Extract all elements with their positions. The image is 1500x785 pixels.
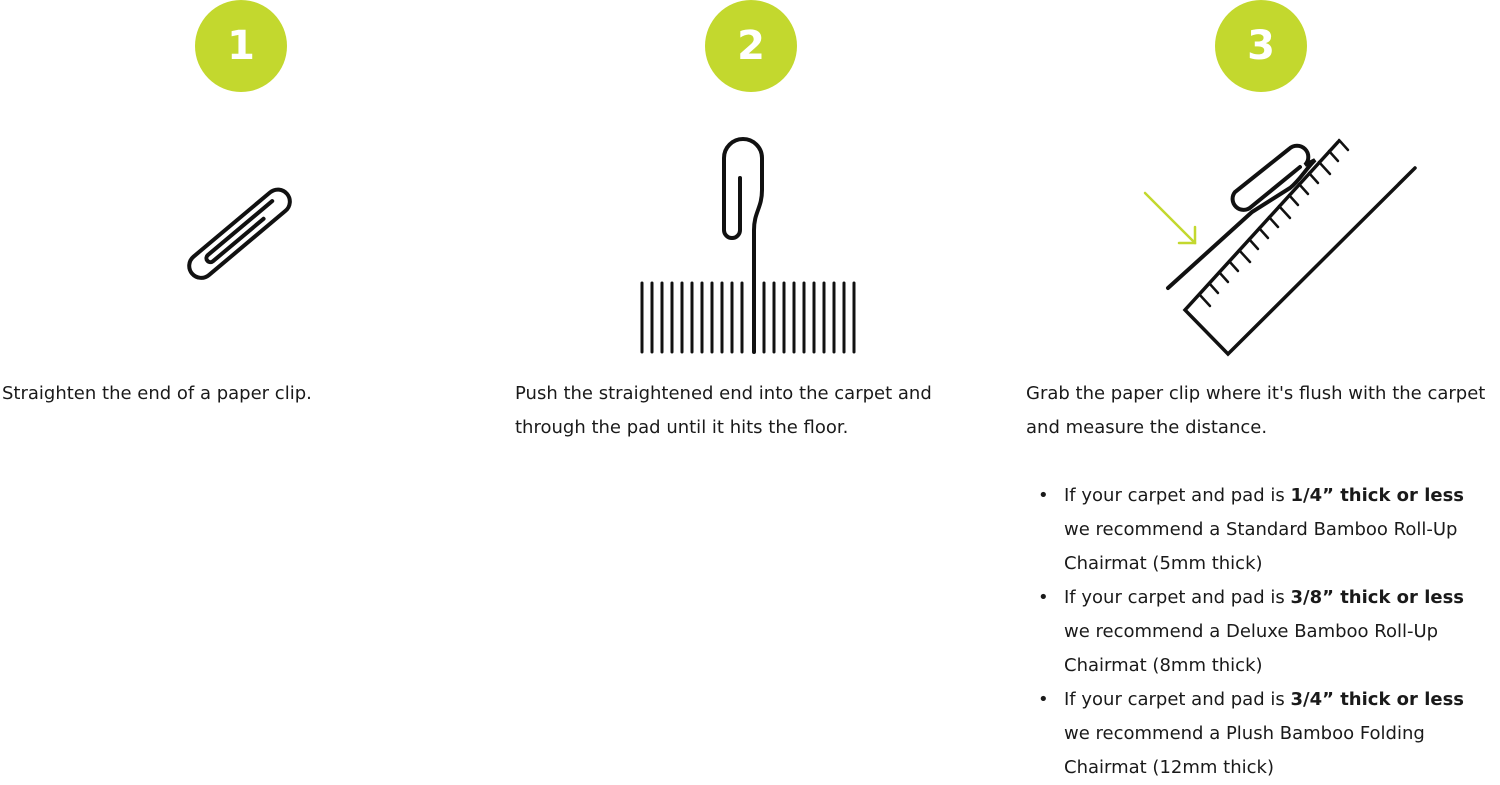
step-2-badge: 2 (705, 0, 797, 92)
recommendation-thickness: 3/8” thick or less (1290, 587, 1464, 608)
paper-clip-ruler-icon (1140, 120, 1430, 360)
recommendation-product: we recommend a Deluxe Bamboo Roll-Up (1064, 621, 1439, 642)
step-1-text: Straighten the end of a paper clip. (2, 383, 312, 404)
paper-clip-in-carpet-icon (630, 130, 870, 360)
recommendation-product-detail: Chairmat (5mm thick) (1064, 553, 1263, 574)
step-2-text-line-1: Push the straightened end into the carpet and (515, 383, 932, 404)
carpet-fibers (642, 283, 854, 352)
chairmat-recommendation-list (1038, 479, 1464, 785)
paper-clip-icon (170, 170, 310, 300)
recommendation-product-detail: Chairmat (8mm thick) (1064, 655, 1263, 676)
step-3-text-line-1: Grab the paper clip where it's flush with the carpet (1026, 383, 1486, 404)
recommendation-product-detail: Chairmat (12mm thick) (1064, 757, 1274, 778)
recommendation-prefix: If your carpet and pad is (1064, 689, 1291, 710)
recommendation-prefix: If your carpet and pad is (1064, 587, 1291, 608)
step-1-badge: 1 (195, 0, 287, 92)
recommendation-item-three-eighths-inch (1038, 581, 1464, 683)
recommendation-thickness: 3/4” thick or less (1290, 689, 1464, 710)
recommendation-thickness: 1/4” thick or less (1290, 485, 1464, 506)
step-2-text-line-2: through the pad until it hits the floor. (515, 417, 849, 438)
recommendation-product: we recommend a Plush Bamboo Folding (1064, 723, 1425, 744)
step-3-text (1026, 377, 1485, 445)
recommendation-product: we recommend a Standard Bamboo Roll-Up (1064, 519, 1458, 540)
recommendation-item-quarter-inch (1038, 479, 1464, 581)
step-3-badge: 3 (1215, 0, 1307, 92)
recommendation-prefix: If your carpet and pad is (1064, 485, 1291, 506)
step-2-text (515, 377, 932, 445)
recommendation-item-three-quarter-inch (1038, 683, 1464, 785)
ruler-ticks (1199, 140, 1348, 306)
step-3-text-line-2: and measure the distance. (1026, 417, 1268, 438)
